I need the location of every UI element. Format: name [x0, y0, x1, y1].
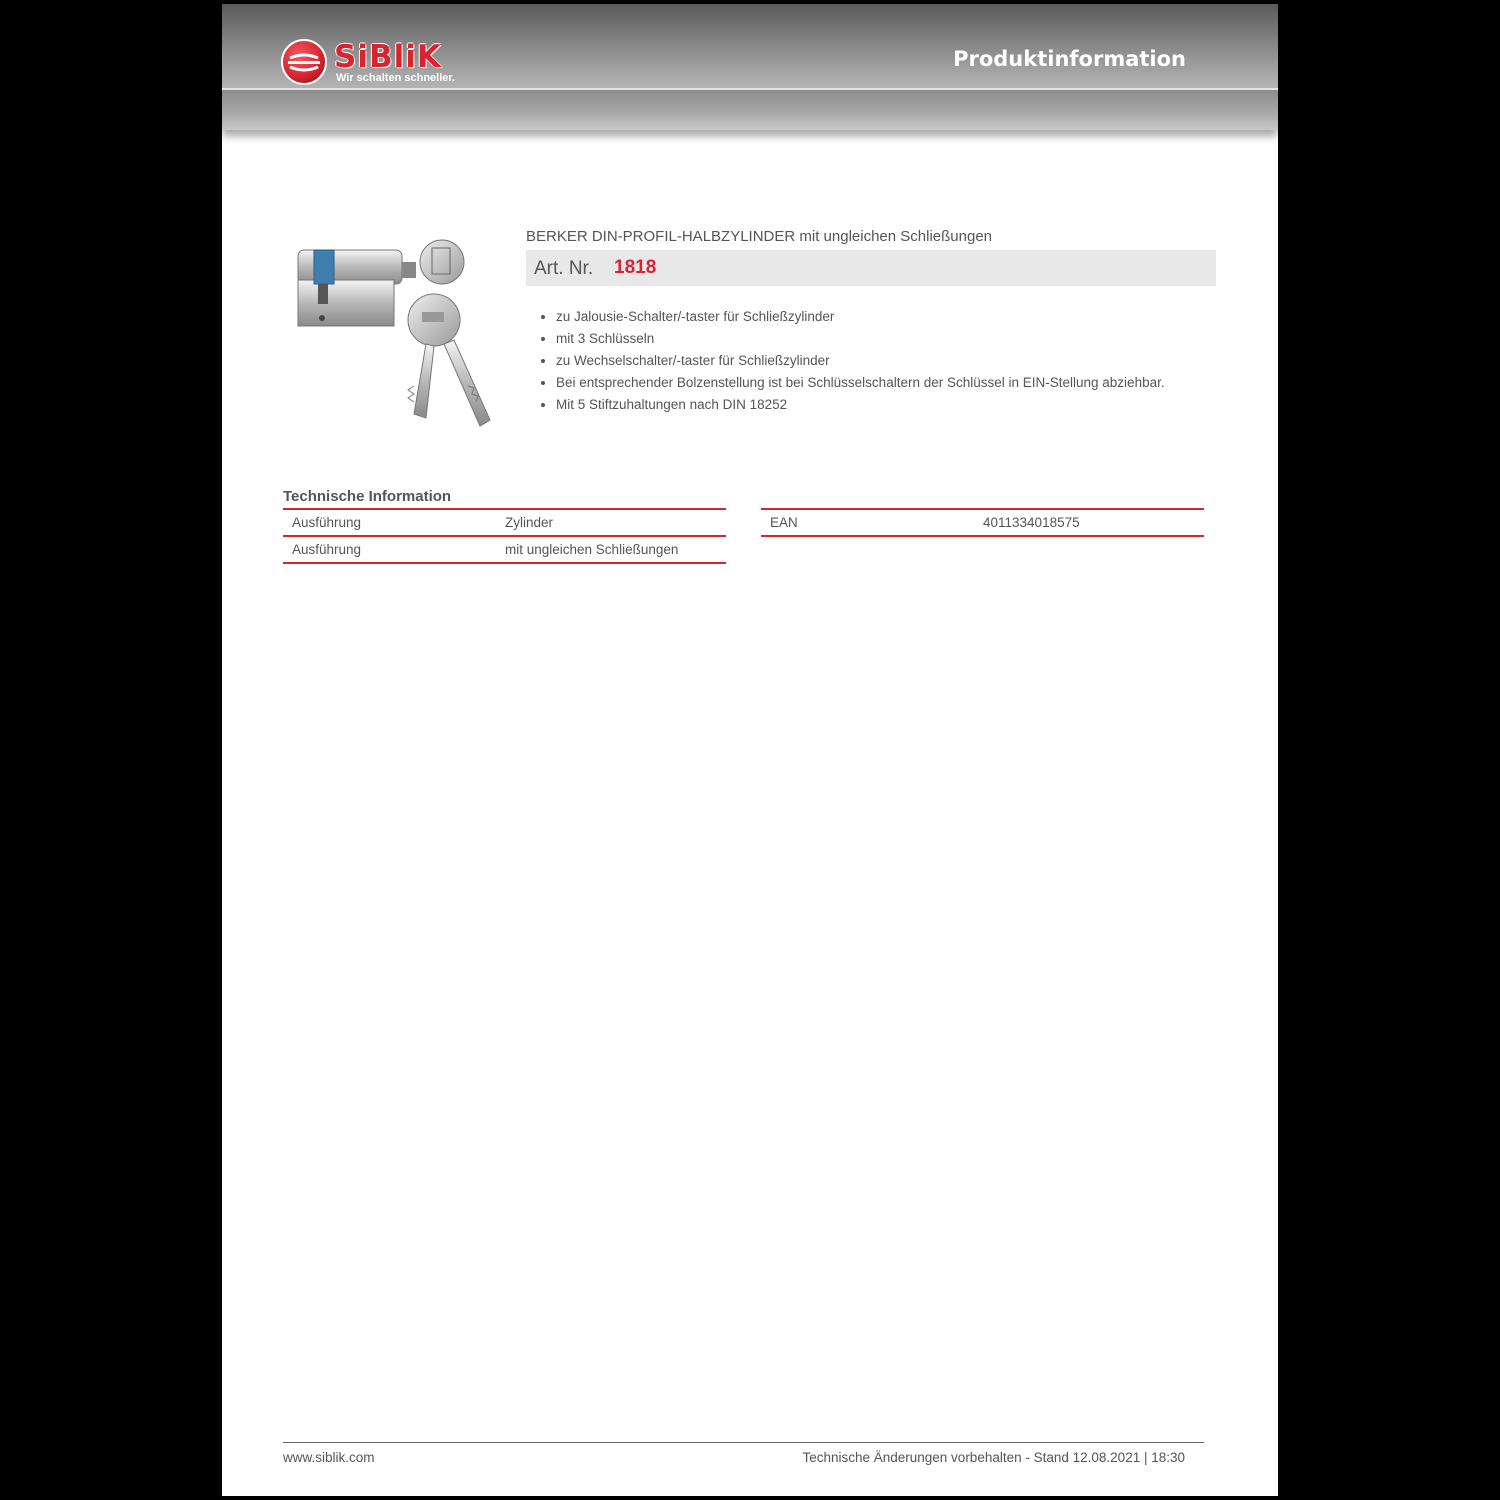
feature-item: • mit 3 Schlüsseln — [556, 328, 1165, 350]
tech-table-right — [761, 508, 1204, 537]
tech-value: Zylinder — [505, 515, 554, 530]
tech-table-left — [283, 508, 726, 564]
tech-row — [761, 508, 1204, 537]
lock-cylinder-with-keys-image — [292, 236, 496, 436]
siblik-logo — [280, 38, 470, 86]
page-header — [222, 4, 1278, 88]
header-band — [222, 90, 1278, 130]
article-number: 1818 — [614, 257, 657, 278]
product-name: BERKER DIN-PROFIL-HALBZYLINDER mit ungleichen Schließungen — [526, 228, 993, 245]
article-number-bar — [526, 250, 1216, 286]
brand-name: SiBliK — [334, 39, 442, 75]
document-page — [222, 4, 1278, 1496]
tech-key: Ausführung — [292, 542, 362, 557]
feature-item: • Mit 5 Stiftzuhaltungen nach DIN 18252 — [556, 394, 1165, 416]
siblik-logo-icon — [280, 38, 328, 86]
tech-info-title: Technische Information — [283, 488, 452, 505]
feature-list — [538, 306, 1165, 416]
feature-item: • Bei entsprechender Bolzenstellung ist bei Schlüsselschaltern der Schlüssel in EIN-Stellung abziehbar. — [556, 372, 1165, 394]
page-title: Produktinformation — [953, 47, 1186, 71]
feature-item: • zu Wechselschalter/-taster für Schließzylinder — [556, 350, 1165, 372]
footer-divider — [283, 1442, 1204, 1443]
article-number-label: Art. Nr. — [534, 258, 594, 279]
feature-item: • zu Jalousie-Schalter/-taster für Schließzylinder — [556, 306, 1165, 328]
tech-value: 4011334018575 — [983, 515, 1080, 530]
tech-row — [283, 508, 726, 535]
brand-tagline: Wir schalten schneller. — [336, 72, 456, 84]
footer-website-link[interactable]: www.siblik.com — [283, 1450, 375, 1465]
tech-key: EAN — [770, 515, 798, 530]
tech-row — [283, 535, 726, 564]
footer-note: Technische Änderungen vorbehalten - Stand 12.08.2021 | 18:30 — [802, 1450, 1185, 1465]
tech-key: Ausführung — [292, 515, 362, 530]
tech-value: mit ungleichen Schließungen — [505, 542, 679, 557]
